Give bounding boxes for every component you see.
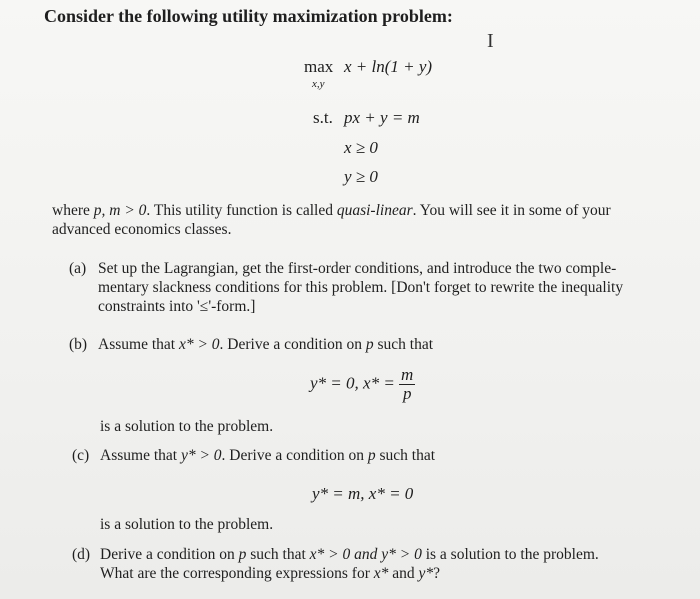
part-c-label: (c) bbox=[72, 447, 90, 464]
part-a-line-1: Set up the Lagrangian, get the first-order conditions, and introduce the two comple- bbox=[98, 260, 617, 277]
intro-line-2: advanced economics classes. bbox=[52, 221, 232, 238]
part-a-label: (a) bbox=[69, 260, 87, 277]
quasi-linear-term: quasi-linear bbox=[336, 202, 413, 219]
part-a-line-3: constraints into '≤'-form.] bbox=[98, 298, 256, 315]
part-a-line-2: mentary slackness conditions for this problem. [Don't forget to rewrite the inequality bbox=[98, 279, 624, 296]
objective-function: x + ln(1 + y) bbox=[344, 57, 433, 76]
y-nonneg-constraint: y ≥ 0 bbox=[344, 167, 378, 186]
subject-to-label: s.t. bbox=[313, 108, 333, 127]
problem-title: Consider the following utility maximization problem: bbox=[44, 6, 453, 26]
part-b-label: (b) bbox=[69, 336, 88, 353]
part-b-conclusion: is a solution to the problem. bbox=[100, 418, 274, 435]
intro-math: p, m > 0 bbox=[93, 202, 147, 219]
part-d-label: (d) bbox=[72, 546, 91, 563]
max-operator: max bbox=[304, 57, 334, 76]
part-b-equation: y* = 0, x* = $\frac{m}{p}$ bbox=[310, 365, 414, 403]
part-c-equation: y* = m, x* = 0 bbox=[312, 484, 414, 503]
x-nonneg-constraint: x ≥ 0 bbox=[344, 138, 378, 157]
intro-line-1: where p, m > 0. This utility function is called quasi-linear. You will see it in some of your bbox=[52, 202, 611, 219]
part-c-conclusion: is a solution to the problem. bbox=[100, 516, 274, 533]
part-c-line-1: Assume that y* > 0. Derive a condition on p such that bbox=[100, 447, 436, 464]
part-d-line-1: Derive a condition on p such that x* > 0 and y* > 0 is a solution to the problem. bbox=[100, 546, 599, 563]
part-b-line-1: Assume that x* > 0. Derive a condition on p such that bbox=[98, 336, 434, 353]
part-d-line-2: What are the corresponding expressions for x* and y*? bbox=[100, 565, 441, 582]
text-cursor-icon: I bbox=[487, 30, 494, 52]
max-subscript: x,y bbox=[312, 78, 325, 90]
budget-constraint: px + y = m bbox=[344, 108, 420, 127]
m-over-p-fraction: $\frac{m}{p}$ bbox=[401, 365, 414, 403]
